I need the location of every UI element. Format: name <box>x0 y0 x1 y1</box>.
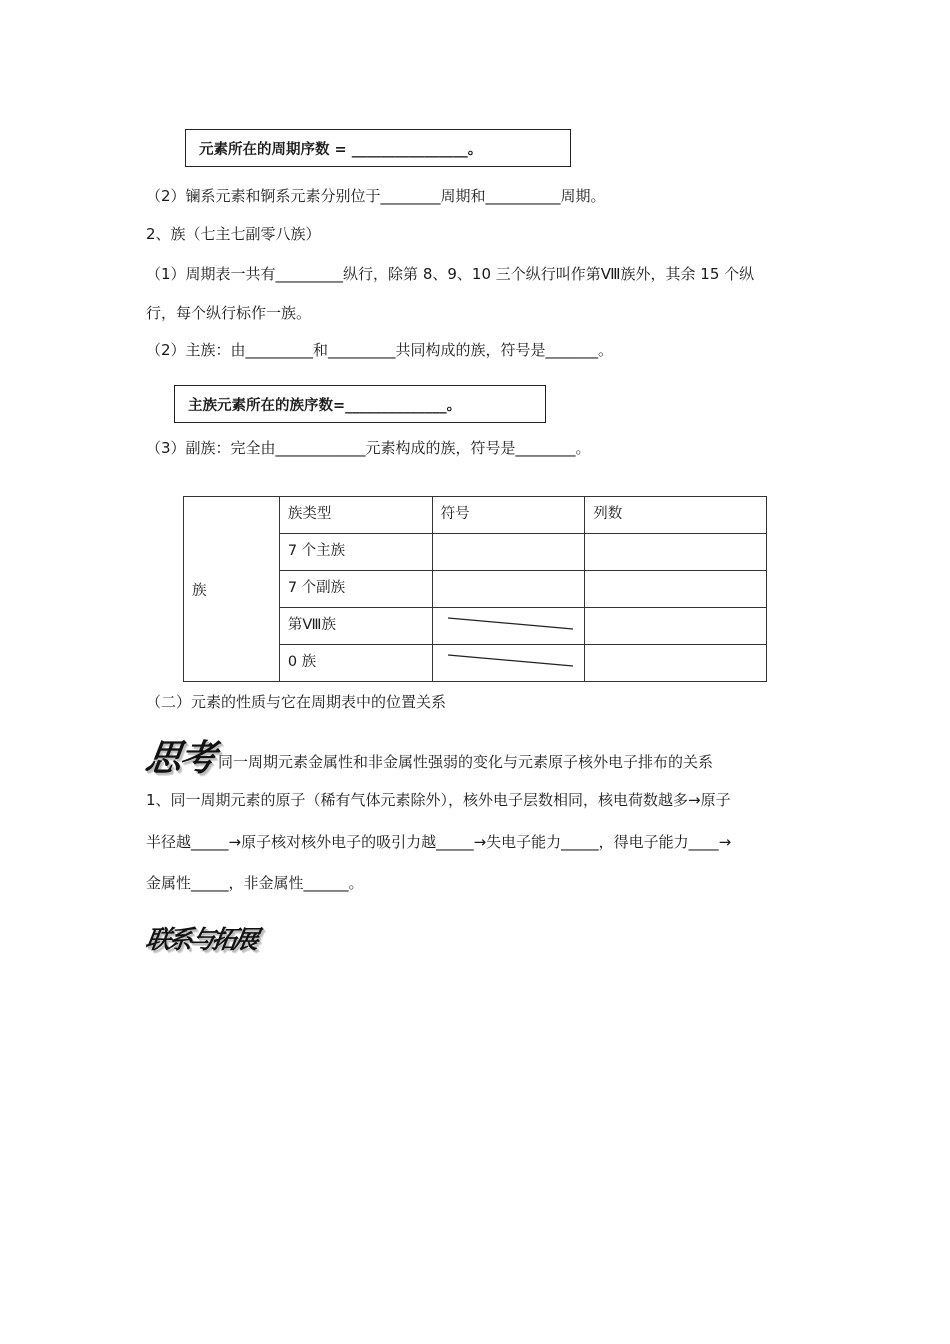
diagonal-strike <box>433 608 586 645</box>
para1-line-2: 半径越_____→原子核对核外电子的吸引力越_____→失电子能力_____，得电子能力____→ <box>146 833 732 851</box>
row-count <box>585 645 767 682</box>
para1-line-3: 金属性_____，非金属性______。 <box>146 874 364 892</box>
row-type: 7 个主族 <box>279 534 432 571</box>
table-header-row <box>184 497 767 534</box>
main-group-formula-box <box>174 385 546 423</box>
row-symbol-crossed <box>432 645 585 682</box>
extend-logo: 联系与拓展 <box>143 925 258 954</box>
header-count: 列数 <box>585 497 767 534</box>
period-formula-box <box>185 129 571 167</box>
period-formula-text: 元素所在的周期序数 = ________________。 <box>199 141 483 158</box>
lanthanide-line: （2）镧系元素和锕系元素分别位于________周期和__________周期。 <box>146 187 606 205</box>
row-count <box>585 571 767 608</box>
main-group-line: （2）主族：由_________和_________共同构成的族，符号是_______。 <box>146 341 614 359</box>
row-symbol <box>432 571 585 608</box>
row-symbol <box>432 534 585 571</box>
row-count <box>585 534 767 571</box>
group-heading: 2、族（七主七副零八族） <box>146 225 321 243</box>
columns-line-2: 行，每个纵行标作一族。 <box>146 304 312 322</box>
sub-group-line: （3）副族：完全由____________元素构成的族，符号是________。 <box>146 439 591 457</box>
row-symbol-crossed <box>432 608 585 645</box>
columns-line-1: （1）周期表一共有_________纵行，除第 8、9、10 三个纵行叫作第Ⅷ族外，其余 15 个纵 <box>146 265 755 283</box>
main-group-formula-text: 主族元素所在的族序数=______________。 <box>188 397 462 414</box>
section-two-heading: （二）元素的性质与它在周期表中的位置关系 <box>146 693 447 711</box>
row-type: 0 族 <box>279 645 432 682</box>
diagonal-strike <box>433 645 586 682</box>
think-logo: 思考 <box>142 737 217 779</box>
think-text: 同一周期元素金属性和非金属性强弱的变化与元素原子核外电子排布的关系 <box>218 753 714 771</box>
header-type: 族类型 <box>279 497 432 534</box>
header-symbol: 符号 <box>432 497 585 534</box>
para1-line-1: 1、同一周期元素的原子（稀有气体元素除外），核外电子层数相同，核电荷数越多→原子 <box>146 791 731 809</box>
row-type: 第Ⅷ族 <box>279 608 432 645</box>
row-type: 7 个副族 <box>279 571 432 608</box>
row-count <box>585 608 767 645</box>
group-table <box>183 496 767 682</box>
group-label-cell: 族 <box>184 497 280 682</box>
